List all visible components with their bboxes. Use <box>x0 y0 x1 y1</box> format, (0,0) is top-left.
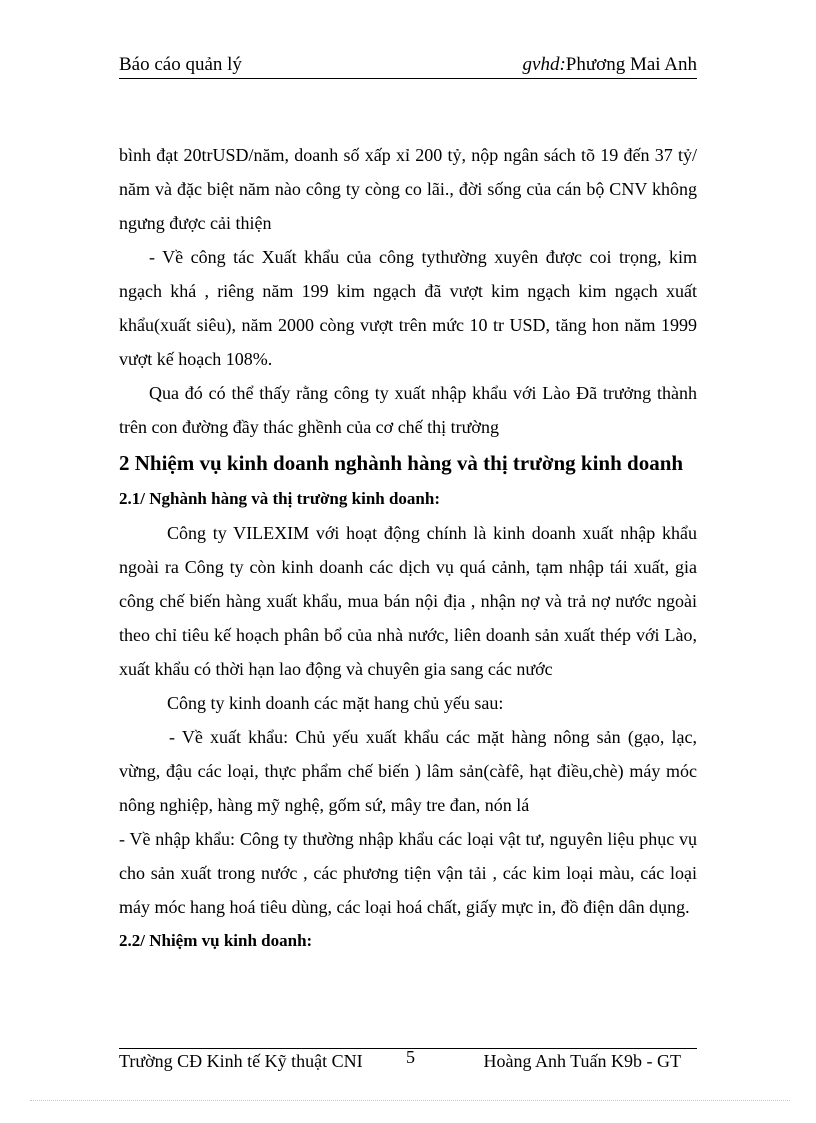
page-footer <box>119 1048 697 1075</box>
paragraph-imports: - Về nhập khẩu: Công ty thường nhập khẩu các loại vật tư, nguyên liệu phục vụ cho sản xuất trong nước , các phương tiện vận tải , các kim loại màu, các loại máy móc hang hoá tiêu dùng, các loại hoá chất, giấy mực in, đồ điện dân dụng. <box>119 829 697 917</box>
section-heading-2: 2 Nhiệm vụ kinh doanh nghành hàng và thị trường kinh doanh <box>119 451 684 475</box>
footer-author: Hoàng Anh Tuấn K9b - GT <box>483 1051 681 1071</box>
paragraph-main-products-intro: Công ty kinh doanh các mặt hang chủ yếu sau: <box>167 693 504 713</box>
paragraph-conclusion: Qua đó có thể thấy rằng công ty xuất nhập khẩu với Lào Đã trưởng thành trên con đường đầy thác ghềnh của cơ chế thị trường <box>119 383 697 437</box>
page-number: 5 <box>406 1047 415 1067</box>
subsection-heading-2-1: 2.1/ Nghành hàng và thị trường kinh doanh: <box>119 489 440 508</box>
header-report-title: Báo cáo quản lý <box>119 54 242 75</box>
page-header <box>119 52 697 79</box>
page-boundary-divider <box>30 1100 790 1101</box>
paragraph-company-activities: Công ty VILEXIM với hoạt động chính là kinh doanh xuất nhập khẩu ngoài ra Công ty còn kinh doanh các dịch vụ quá cảnh, tạm nhập tái xuất, gia công chế biến hàng xuất khẩu, mua bán nội địa , nhận nợ và trả nợ nước ngoài theo chỉ tiêu kế hoạch phân bổ của nhà nước, liên doanh sản xuất thép với Lào, xuất khẩu có thời hạn lao động và chuyên gia sang các nước <box>119 523 697 679</box>
header-advisor <box>523 54 697 76</box>
paragraph-continuation: bình đạt 20trUSD/năm, doanh số xấp xỉ 200 tỷ, nộp ngân sách tõ 19 đến 37 tỷ/ năm và đặc biệt năm nào công ty còng co lãi., đời sống của cán bộ CNV không ngưng được cải thiện <box>119 145 697 233</box>
footer-school: Trường CĐ Kinh tế Kỹ thuật CNI <box>119 1051 363 1071</box>
page-body <box>119 138 697 958</box>
paragraph-export-work: - Về công tác Xuất khẩu của công tythường xuyên được coi trọng, kim ngạch khá , riêng năm 199 kim ngạch đã vượt kim ngạch kim ngạch xuất khẩu(xuất siêu), năm 2000 còng vượt trên mức 10 tr USD, tăng hon năm 1999 vượt kế hoạch 108%. <box>119 247 697 369</box>
paragraph-exports: - Về xuất khẩu: Chủ yếu xuất khẩu các mặt hàng nông sản (gạo, lạc, vừng, đậu các loại, thực phẩm chế biến ) lâm sản(càfê, hạt điều,chè) máy móc nông nghiệp, hàng mỹ nghệ, gốm sứ, mây tre đan, nón lá <box>119 727 697 815</box>
header-advisor-label: gvhd: <box>522 54 566 75</box>
subsection-heading-2-2: 2.2/ Nhiệm vụ kinh doanh: <box>119 931 313 950</box>
header-advisor-name: Phương Mai Anh <box>565 54 697 75</box>
